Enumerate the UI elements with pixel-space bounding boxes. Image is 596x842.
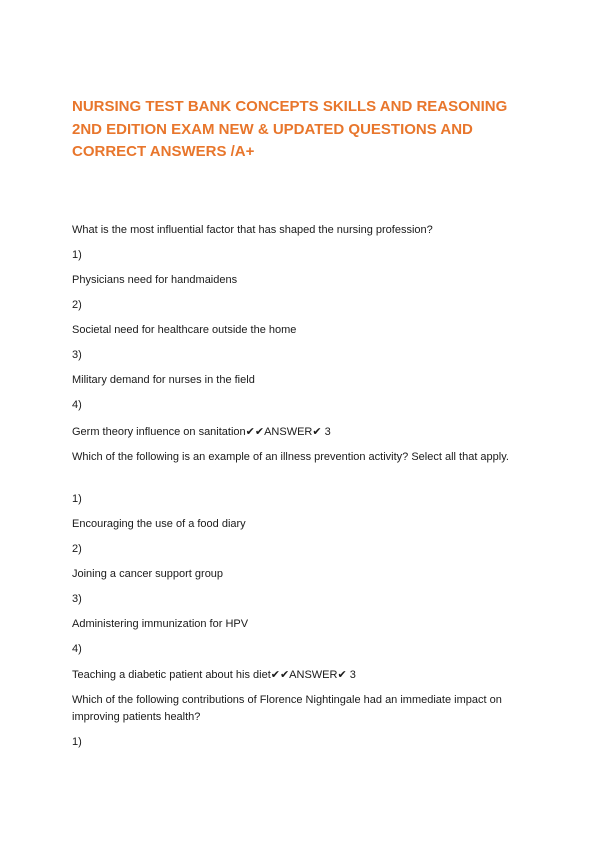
option-number: 4) [72, 399, 82, 411]
option-number: 1) [72, 493, 82, 505]
option-text: Joining a cancer support group [72, 568, 224, 580]
option-number: 2) [72, 299, 82, 311]
option-text: Societal need for healthcare outside the home [72, 324, 297, 336]
question-text: What is the most influential factor that has shaped the nursing profession? [72, 224, 433, 236]
option-number: 3) [72, 593, 82, 605]
question-text: Which of the following is an example of an illness prevention activity? Select all that apply. [72, 451, 509, 463]
option-text-with-answer: Teaching a diabetic patient about his diet✔✔ANSWER✔ 3 [72, 669, 356, 681]
option-number: 1) [72, 736, 82, 748]
option-text: Physicians need for handmaidens [72, 274, 238, 286]
option-text-with-answer: Germ theory influence on sanitation✔✔ANSWER✔ 3 [72, 426, 331, 438]
option-number: 3) [72, 349, 82, 361]
option-number: 1) [72, 249, 82, 261]
option-number: 4) [72, 643, 82, 655]
document-title: NURSING TEST BANK CONCEPTS SKILLS AND REASONING 2ND EDITION EXAM NEW & UPDATED QUESTIONS AND CORRECT ANSWERS /A+ [72, 98, 508, 160]
question-text: Which of the following contributions of Florence Nightingale had an immediate impact on improving patients health? [72, 694, 502, 723]
option-number: 2) [72, 543, 82, 555]
option-text: Administering immunization for HPV [72, 618, 249, 630]
option-text: Encouraging the use of a food diary [72, 518, 246, 530]
option-text: Military demand for nurses in the field [72, 374, 255, 386]
